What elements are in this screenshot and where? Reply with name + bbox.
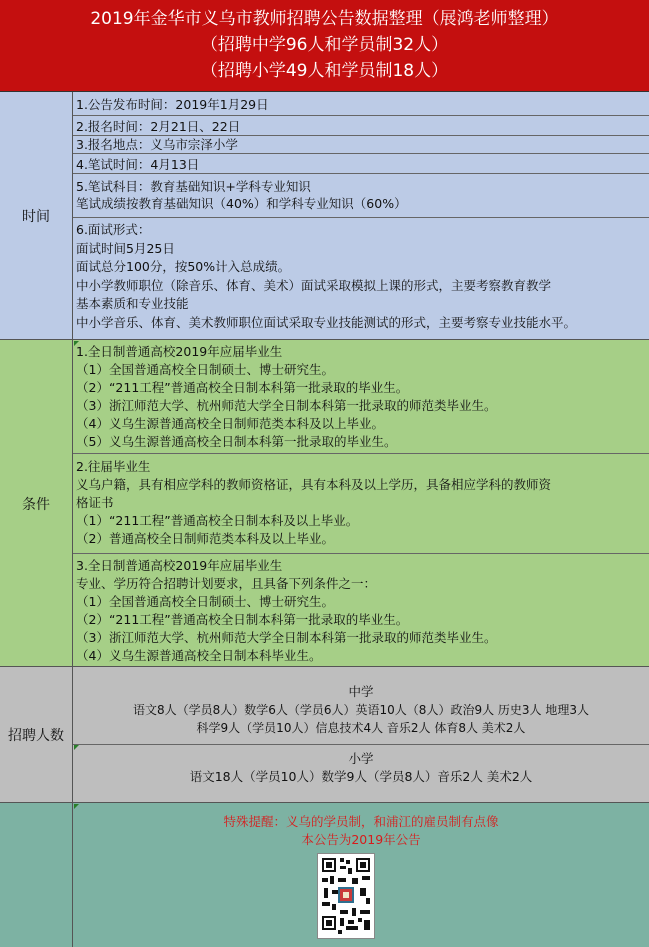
row-text: 2.报名时间：2月21日、22日: [76, 119, 241, 134]
cell-corner-marker: [74, 341, 79, 346]
notice-line-1: 特殊提醒：义乌的学员制，和浦江的雇员制有点像: [223, 814, 499, 829]
conditions-block-2: [73, 454, 649, 554]
middle-title: 中学: [348, 684, 374, 699]
conditions-block-3: [73, 554, 649, 667]
row-text: （3）浙江师范大学、杭州师范大学全日制本科第一批录取的师范类毕业生。: [76, 398, 497, 413]
time-row-3: [73, 136, 649, 154]
time-row-6: [73, 218, 649, 340]
row-text: （1）全国普通高校全日制硕士、博士研究生。: [76, 594, 334, 609]
notice-line-2: 本公告为2019年公告: [301, 832, 421, 847]
row-text: 6.面试形式：: [76, 222, 151, 237]
primary-line-1: 语文18人（学员10人）数学9人（学员8人）音乐2人 美术2人: [189, 769, 533, 784]
row-text: 基本素质和专业技能: [76, 296, 189, 311]
row-text: 专业、学历符合招聘计划要求，且具备下列条件之一：: [76, 576, 377, 591]
row-text: （2）“211工程”普通高校全日制本科第一批录取的毕业生。: [76, 380, 409, 395]
time-row-2: [73, 116, 649, 136]
row-text: 中小学教师职位（除音乐、体育、美术）面试采取模拟上课的形式，主要考察教育教学: [76, 277, 552, 293]
middle-line-2: 科学9人（学员10人）信息技术4人 音乐2人 体育8人 美术2人: [196, 721, 526, 735]
cell-corner-marker: [74, 745, 79, 750]
row-text: （4）义乌生源普通高校全日制师范类本科及以上毕业。: [76, 416, 384, 431]
notice-label: [0, 803, 73, 947]
divider: [0, 666, 649, 667]
row-text: 4.笔试时间：4月13日: [76, 157, 200, 172]
time-row-5: [73, 174, 649, 218]
row-text: （2）普通高校全日制师范类本科及以上毕业。: [76, 531, 334, 546]
row-text: 格证书: [76, 495, 114, 510]
recruit-primary: [73, 745, 649, 803]
qr-code-icon: [317, 853, 375, 939]
row-text: （4）义乌生源普通高校全日制本科毕业生。: [76, 648, 322, 663]
time-label: 时间: [0, 92, 73, 340]
row-text: 3.报名地点：义乌市宗泽小学: [76, 137, 238, 152]
row-text: （1）全国普通高校全日制硕士、博士研究生。: [76, 362, 334, 377]
title-line-2: （招聘中学96人和学员制32人）: [200, 35, 449, 55]
row-text: （3）浙江师范大学、杭州师范大学全日制本科第一批录取的师范类毕业生。: [76, 630, 497, 645]
row-text: 义乌户籍，具有相应学科的教师资格证，具有本科及以上学历，具备相应学科的教师资: [76, 477, 552, 492]
row-text: （2）“211工程”普通高校全日制本科第一批录取的毕业生。: [76, 612, 409, 627]
row-text: 3.全日制普通高校2019年应届毕业生: [76, 558, 283, 573]
cell-corner-marker: [74, 804, 79, 809]
middle-line-1: 语文8人（学员8人）数学6人（学员6人）英语10人（8人）政治9人 历史3人 地理3人: [133, 703, 589, 717]
title-line-1: 2019年金华市义乌市教师招聘公告数据整理（展鸿老师整理）: [90, 9, 559, 29]
title-line-3: （招聘小学49人和学员制18人）: [200, 61, 449, 81]
row-text: 中小学音乐、体育、美术教师职位面试采取专业技能测试的形式，主要考察专业技能水平。: [76, 314, 577, 330]
row-text: 1.公告发布时间：2019年1月29日: [76, 97, 269, 112]
row-text: （5）义乌生源普通高校全日制本科第一批录取的毕业生。: [76, 434, 397, 449]
row-text: 面试总分100分，按50%计入总成绩。: [76, 259, 291, 274]
row-text: （1）“211工程”普通高校全日制本科及以上毕业。: [76, 513, 359, 528]
row-text: 1.全日制普通高校2019年应届毕业生: [76, 344, 283, 359]
time-row-4: [73, 154, 649, 174]
conditions-label: 条件: [0, 340, 73, 667]
primary-title: 小学: [348, 751, 374, 766]
divider: [0, 802, 649, 803]
recruit-label: 招聘人数: [0, 667, 73, 803]
row-text: 笔试成绩按教育基础知识（40%）和学科专业知识（60%）: [76, 196, 407, 211]
divider: [0, 339, 649, 340]
qr-code-graphic: [318, 854, 374, 938]
time-row-1: [73, 92, 649, 116]
recruit-middle: [73, 667, 649, 745]
row-text: 面试时间5月25日: [76, 240, 175, 256]
row-text: 5.笔试科目：教育基础知识+学科专业知识: [76, 179, 311, 194]
conditions-block-1: [73, 340, 649, 454]
page-title: [0, 0, 649, 92]
row-text: 2.往届毕业生: [76, 459, 151, 474]
